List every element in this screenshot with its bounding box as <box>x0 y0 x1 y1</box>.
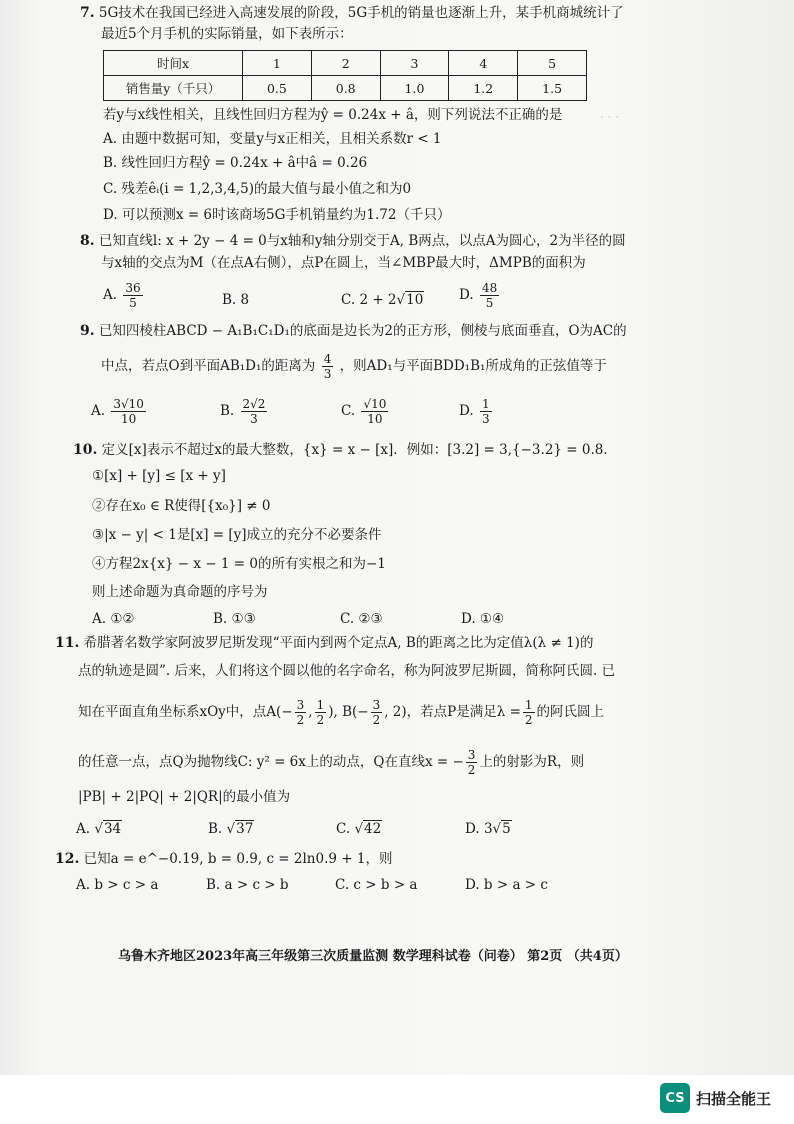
q9-option-b: B. $\frac{2√2}{3}$ <box>220 397 266 426</box>
q10-stem: 则上述命题为真命题的序号为 <box>92 584 268 600</box>
q10-proposition-4: ④方程2x{x} − x − 1 = 0的所有实根之和为−1 <box>92 556 386 572</box>
sqrt-sign: √ <box>396 292 406 308</box>
table-cell: 1.5 <box>518 76 587 101</box>
q9-option-d: D. $\frac{1}{3}$ <box>459 397 490 426</box>
q12-option-a: A. b > c > a <box>76 877 159 893</box>
fraction: $\frac{3}{2}$ <box>372 698 381 727</box>
fraction: $\frac{√10}{10}$ <box>363 397 387 426</box>
watermark-text: 扫描全能王 <box>696 1089 772 1108</box>
q8-line1: 8. 已知直线l: x + 2y − 4 = 0与x轴和y轴分别交于A, B两点，以点A为圆心，2为半径的圆 <box>80 233 626 249</box>
fraction: $\frac{1}{2}$ <box>524 698 533 727</box>
table-cell: 1 <box>243 51 312 76</box>
q11-line3: 知在平面直角坐标系xOy中，点A(− $\frac{3}{2}$ , $\frac{1}{2}$ ), B(− $\frac{3}{2}$ , 2)，若点P是满足λ = $\frac{1}{2}$ 的阿氏圆上 <box>78 698 605 727</box>
table-cell: 3 <box>380 51 449 76</box>
fraction: $\frac{3}{2}$ <box>467 748 476 777</box>
q7-option-d: D. 可以预测x = 6时该商场5G手机销量约为1.72（千只） <box>103 207 451 223</box>
q9-option-c: C. $\frac{√10}{10}$ <box>341 397 387 426</box>
camscanner-logo-icon: CS <box>660 1083 690 1113</box>
q7-sales-table <box>103 50 587 101</box>
table-cell: 4 <box>449 51 518 76</box>
q11-line4: 的任意一点，点Q为抛物线C: y² = 6x上的动点，Q在直线x = − $\frac{3}{2}$ 上的射影为R，则 <box>78 748 585 777</box>
q9-option-a: A. $\frac{3√10}{10}$ <box>91 397 144 426</box>
sqrt-sign: √ <box>94 821 103 837</box>
q11-line2: 点的轨迹是圆”. 后来，人们将这个圆以他的名字命名，称为阿波罗尼斯圆，简称阿氏圆. 已 <box>78 663 616 679</box>
q8-option-a: A. $\frac{36}{5}$ <box>103 281 141 310</box>
q7-line1: 7. 5G技术在我国已经进入高速发展的阶段，5G手机的销量也逐渐上升，某手机商城统计了 <box>80 5 624 21</box>
q11-line1: 11. 希腊著名数学家阿波罗尼斯发现“平面内到两个定点A, B的距离之比为定值λ(λ ≠ 1)的 <box>55 635 594 651</box>
q7-option-a: A. 由题中数据可知，变量y与x正相关，且相关系数r < 1 <box>103 131 442 147</box>
sqrt-sign: √ <box>492 821 502 837</box>
q7-line2: 最近5个月手机的实际销量，如下表所示： <box>101 26 353 42</box>
q8-option-d: D. $\frac{48}{5}$ <box>459 281 498 310</box>
fraction: $\frac{3√10}{10}$ <box>113 397 144 426</box>
q10-line1: 10. 定义[x]表示不超过x的最大整数，{x} = x − [x]．例如：[3.2] = 3,{−3.2} = 0.8． <box>73 442 617 458</box>
q12-option-d: D. b > a > c <box>465 877 548 893</box>
q7-option-b: B. 线性回归方程ŷ = 0.24x + â中â = 0.26 <box>103 155 368 171</box>
fraction: $\frac{36}{5}$ <box>125 281 141 310</box>
table-header-month: 时间x <box>104 51 243 76</box>
q10-proposition-1: ①[x] + [y] ≤ [x + y] <box>92 468 226 484</box>
fraction: $\frac{2√2}{3}$ <box>242 397 266 426</box>
q11-line5: |PB| + 2|PQ| + 2|QR|的最小值为 <box>78 789 291 805</box>
q9-line2: 中点，若点O到平面AB₁D₁的距离为 $\frac{4}{3}$ ，则AD₁与平面BDD₁B₁所成角的正弦值等于 <box>101 352 607 381</box>
scanner-watermark <box>660 1083 771 1113</box>
table-header-sales: 销售量y（千只） <box>104 76 243 101</box>
q8-line2: 与x轴的交点为M（在点A右侧），点P在圆上，当∠MBP最大时，ΔMPB的面积为 <box>101 255 586 271</box>
q10-option-b: B. ①③ <box>213 611 256 627</box>
page-footer: 乌鲁木齐地区2023年高三年级第三次质量监测 数学理科试卷（问卷） 第2页 （共4页） <box>118 949 628 964</box>
fraction: $\frac{3}{2}$ <box>296 698 305 727</box>
q8-option-b: B. 8 <box>222 292 250 308</box>
table-row <box>104 76 587 101</box>
table-row <box>104 51 587 76</box>
q7-option-c: C. 残差êᵢ(i = 1,2,3,4,5)的最大值与最小值之和为0 <box>103 181 412 197</box>
table-cell: 0.5 <box>243 76 312 101</box>
q7-stem: 若y与x线性相关，且线性回归方程为ŷ = 0.24x + â，则下列说法不正确的是 <box>103 107 563 123</box>
sqrt-sign: √ <box>226 821 236 837</box>
table-cell: 1.2 <box>449 76 518 101</box>
fraction: $\frac{48}{5}$ <box>481 281 498 310</box>
q10-proposition-3: ③|x − y| < 1是[x] = [y]成立的充分不必要条件 <box>92 527 382 543</box>
table-cell: 5 <box>518 51 587 76</box>
q10-option-c: C. ②③ <box>340 611 383 627</box>
bleed-through: · · · <box>600 110 620 124</box>
fraction: $\frac{1}{2}$ <box>316 698 325 727</box>
table-cell: 1.0 <box>380 76 449 101</box>
table-cell: 2 <box>311 51 380 76</box>
q10-option-d: D. ①④ <box>461 611 505 627</box>
q10-option-a: A. ①② <box>92 611 135 627</box>
q11-option-a: A. √34 <box>76 821 122 837</box>
q11-option-b: B. √37 <box>208 821 254 837</box>
q11-option-c: C. √42 <box>336 821 382 837</box>
q12-option-b: B. a > c > b <box>206 877 289 893</box>
sqrt-sign: √ <box>354 821 364 837</box>
table-cell: 0.8 <box>311 76 380 101</box>
q10-proposition-2: ②存在x₀ ∈ R使得[{x₀}] ≠ 0 <box>92 498 271 514</box>
q9-line1: 9. 已知四棱柱ABCD − A₁B₁C₁D₁的底面是边长为2的正方形，侧棱与底面垂直，O为AC的 <box>80 323 627 339</box>
q12-option-c: C. c > b > a <box>335 877 418 893</box>
fraction: $\frac{4}{3}$ <box>323 352 332 381</box>
q12-line1: 12. 已知a = e^−0.19, b = 0.9, c = 2ln0.9 + 1，则 <box>55 851 393 867</box>
q11-option-d: D. 3√5 <box>465 821 511 837</box>
fraction: $\frac{1}{3}$ <box>481 397 490 426</box>
q8-option-c: C. 2 + 2√10 <box>341 292 424 308</box>
